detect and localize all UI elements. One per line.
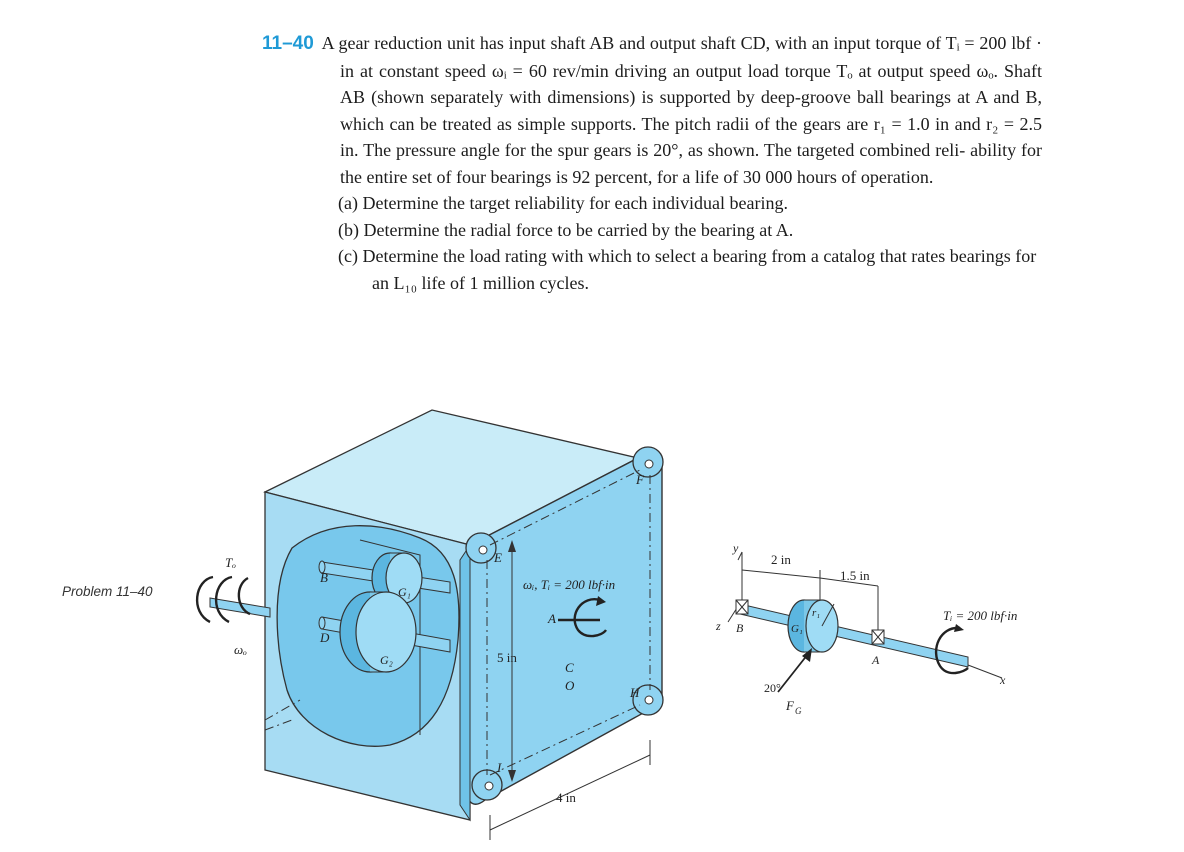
part-label: (b)	[338, 219, 359, 240]
label-input-torque: ωᵢ, Tᵢ = 200 lbf·in	[523, 577, 616, 592]
label-A-housing: A	[548, 611, 556, 626]
statement-line: pressure angle for the spur gears is 20°, as shown. The targeted combined reli-	[396, 140, 966, 160]
gear-g2	[340, 592, 416, 672]
label-O: O	[565, 678, 575, 693]
pressure-angle: 20°	[764, 681, 781, 695]
statement-line: load torque Tₒ at output speed ωₒ. Shaft AB (shown separately with dimensions)	[340, 60, 1042, 107]
statement-line: ability for the entire set of four bearings is 92 percent, for a life of 30 000 hours	[340, 140, 1043, 187]
label-To: Tₒ	[225, 555, 236, 570]
label-F: F	[636, 472, 644, 487]
force-subscript: G	[795, 706, 802, 716]
axis-x: x	[1000, 673, 1006, 687]
part-text: Determine the load rating with which to select a bearing from a catalog that rates bearings for an L₁₀ life of 1 million cycles.	[362, 246, 1037, 293]
shaft-dim-1-5in: 1.5 in	[840, 568, 870, 583]
label-dim-4in: 4 in	[556, 790, 576, 805]
statement-line: A gear reduction unit has input shaft AB and output shaft CD, with an input	[321, 33, 871, 53]
label-G1: G₁	[398, 585, 411, 599]
label-H: H	[630, 685, 640, 700]
output-torque-arrow	[197, 577, 250, 622]
statement-line: simple supports. The pitch radii of the gears are r₁ = 1.0 in and r₂ = 2.5 in. The	[340, 113, 1042, 160]
shaft-torque-label: Tᵢ = 200 lbf·in	[943, 608, 1018, 623]
shaft-label-r1: r₁	[812, 607, 821, 619]
shaft-dim-2in: 2 in	[771, 552, 791, 567]
statement-line: torque of Tᵢ = 200 lbf · in at constant speed ωᵢ = 60 rev/min driving an output	[340, 33, 1043, 81]
axis-z: z	[716, 619, 721, 633]
label-C: C	[565, 660, 574, 675]
axis-y: y	[733, 541, 739, 555]
figure-caption: Problem 11–40	[62, 584, 153, 599]
label-B: B	[320, 570, 328, 585]
label-dim-5in: 5 in	[497, 650, 517, 665]
force-label: F	[786, 698, 794, 713]
statement-line: of operation.	[841, 166, 934, 187]
part-text: Determine the target reliability for each individual bearing.	[362, 193, 788, 213]
part-label: (c)	[338, 246, 358, 266]
part-label: (a)	[338, 193, 358, 213]
part-text: Determine the radial force to be carried by the bearing at A.	[363, 219, 794, 240]
shaft-label-B: B	[736, 621, 744, 635]
label-I: I	[497, 760, 502, 775]
shaft-label-G1: G₁	[791, 623, 803, 635]
problem-number: 11–40	[262, 33, 314, 54]
label-wo: ωₒ	[234, 642, 247, 657]
label-D: D	[320, 630, 330, 645]
label-E: E	[494, 550, 502, 565]
shaft-label-A: A	[872, 653, 880, 667]
label-G2: G₂	[380, 653, 393, 667]
statement-line: is supported by deep-groove ball bearings at A and B, which can be treated as	[340, 87, 1043, 134]
